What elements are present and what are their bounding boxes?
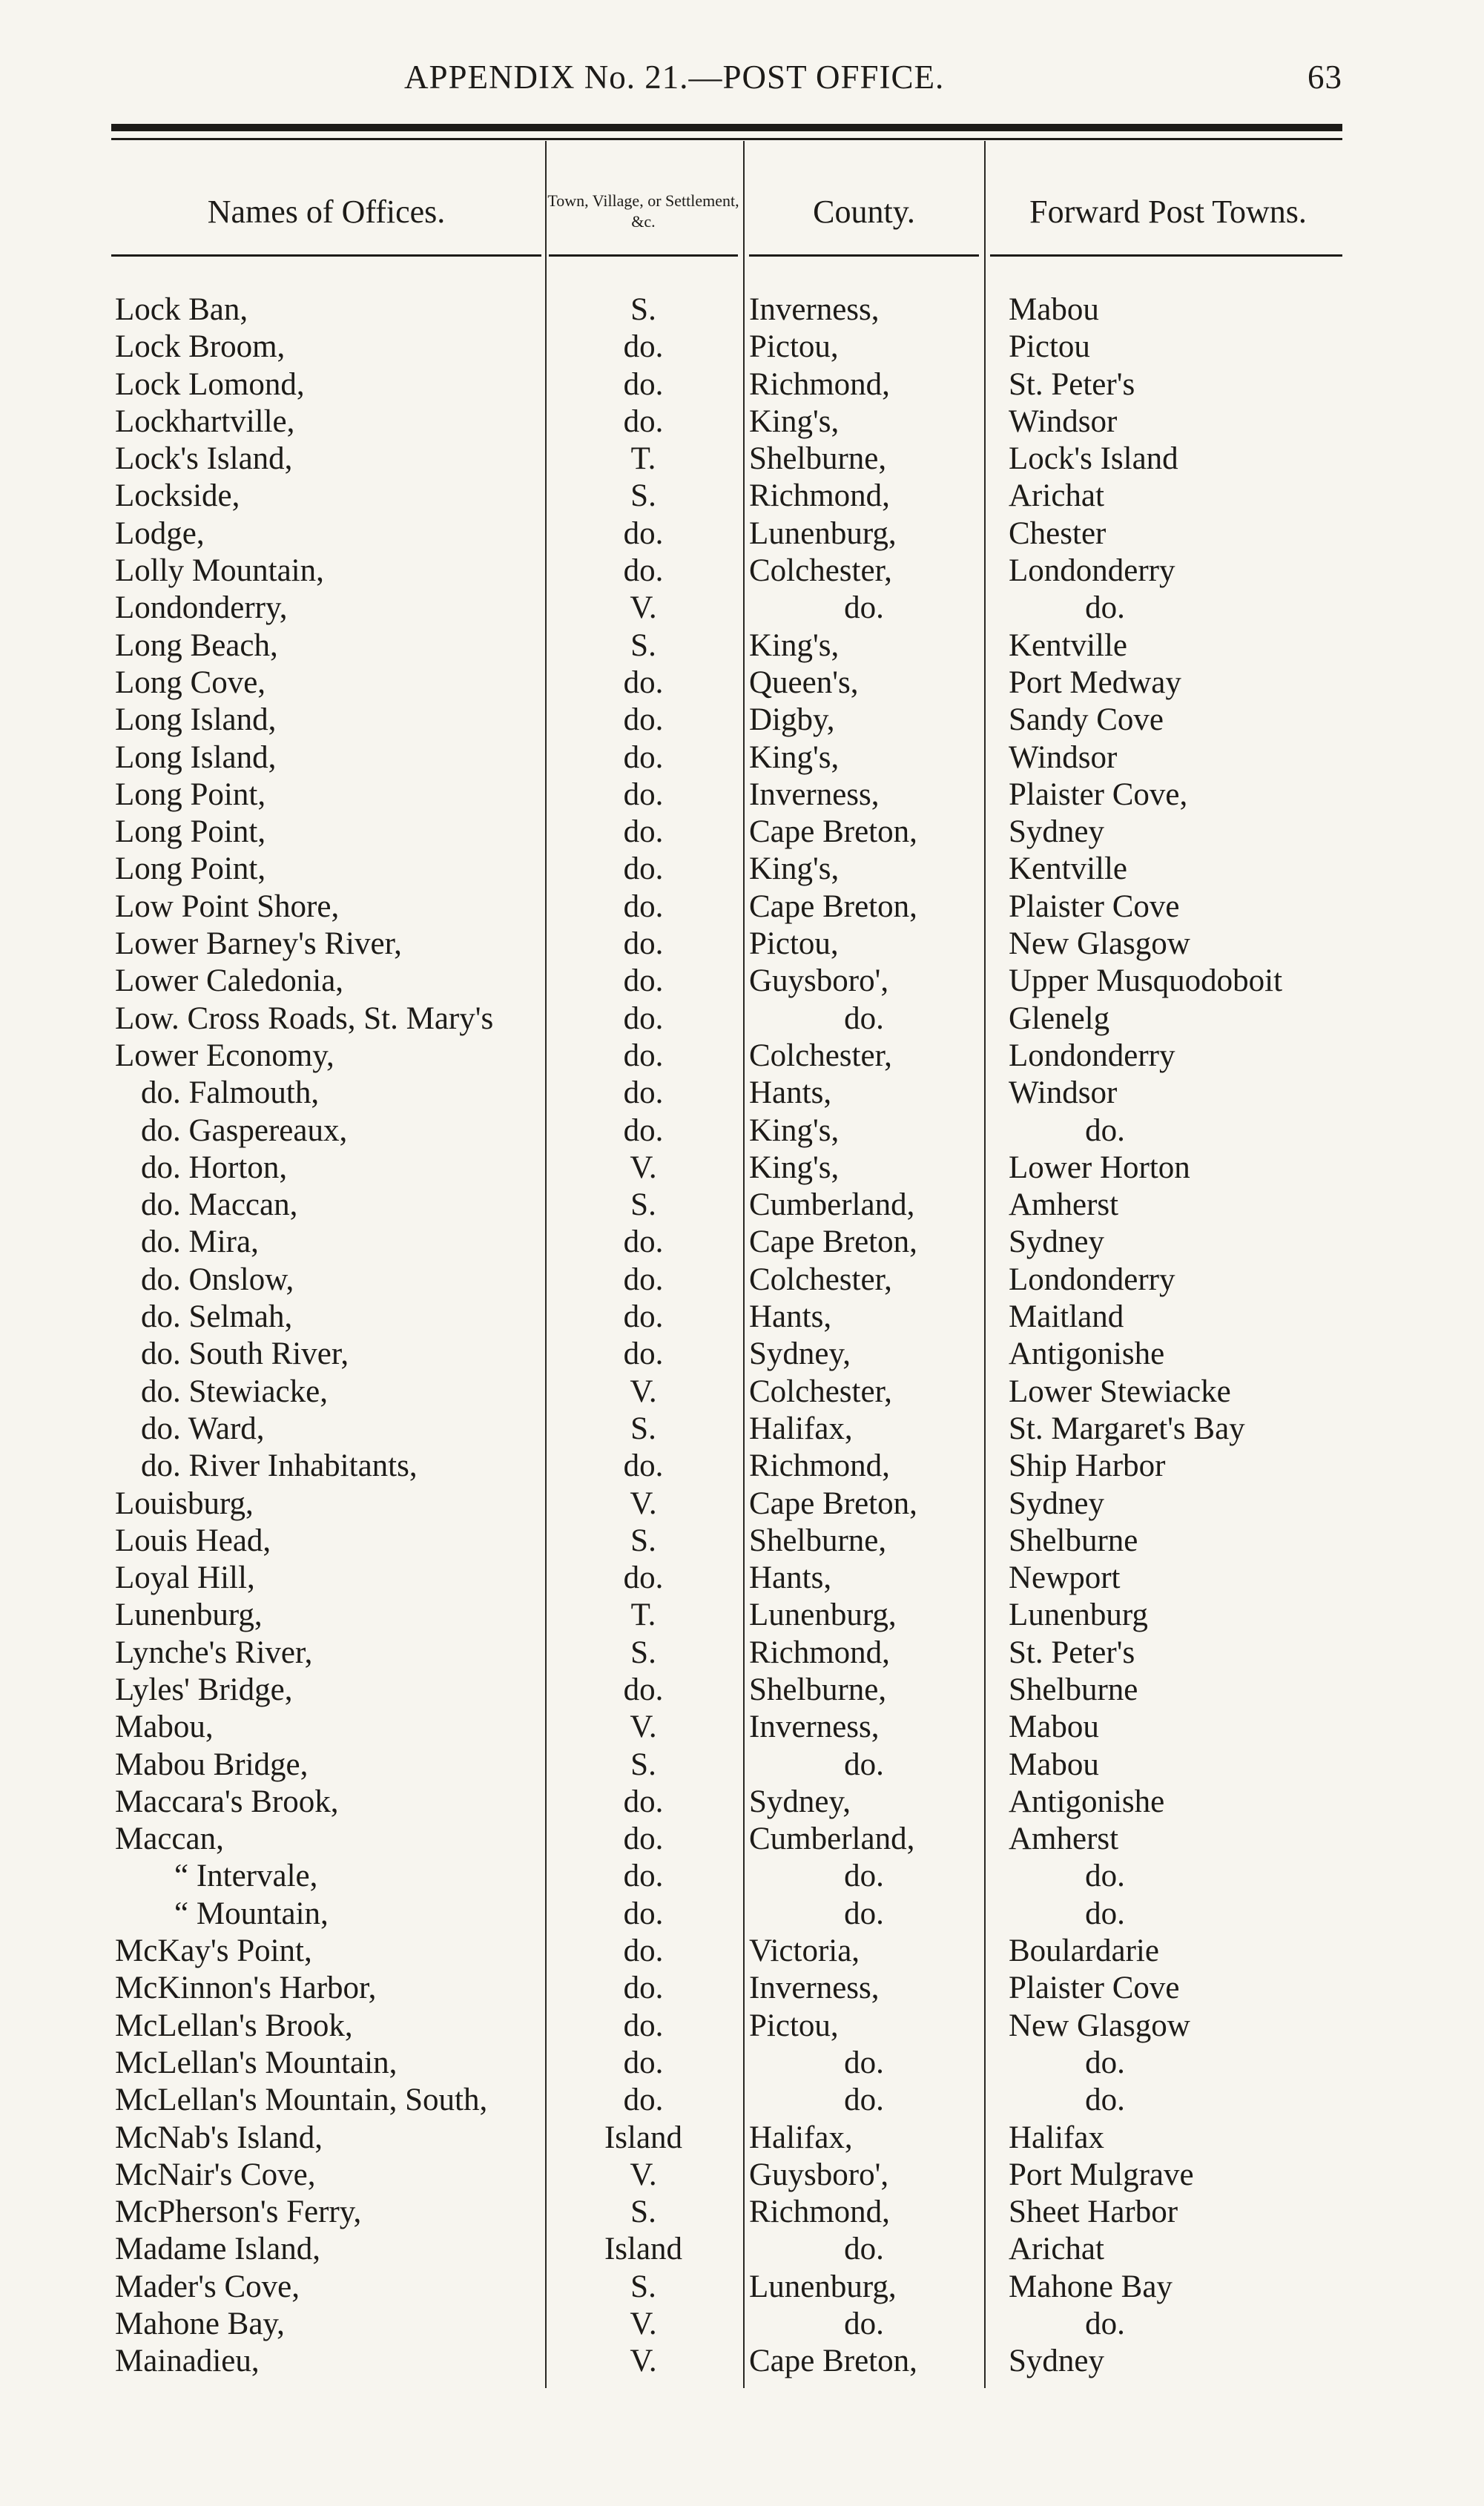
county-name: do. xyxy=(844,1896,884,1931)
forward-post-town: Lower Stewiacke xyxy=(1009,1374,1231,1409)
forward-post-town: New Glasgow xyxy=(1009,2008,1190,2043)
table-row xyxy=(111,2120,1357,2157)
table-row xyxy=(111,1933,1357,1970)
county-name: do. xyxy=(844,2083,884,2118)
settlement-type: do. xyxy=(623,1000,664,1036)
county-name: Lunenburg, xyxy=(749,2269,897,2304)
settlement-type: S. xyxy=(630,2269,656,2304)
office-name: Maccara's Brook, xyxy=(115,1784,339,1819)
forward-post-town: do. xyxy=(1085,1112,1125,1148)
office-name: do. Onslow, xyxy=(141,1262,294,1297)
county-name: Pictou, xyxy=(749,2008,839,2043)
office-name: Louisburg, xyxy=(115,1486,254,1521)
county-name: Lunenburg, xyxy=(749,1597,897,1633)
column-header-names: Names of Offices. xyxy=(207,193,446,230)
office-name: “ Mountain, xyxy=(174,1896,329,1931)
table-row xyxy=(111,590,1357,627)
county-name: do. xyxy=(844,590,884,626)
county-name: Inverness, xyxy=(749,776,880,812)
settlement-type: do. xyxy=(623,702,664,738)
office-name: do. Stewiacke, xyxy=(141,1374,328,1409)
forward-post-town: Boulardarie xyxy=(1009,1933,1159,1969)
column-rule xyxy=(749,254,979,257)
county-name: Hants, xyxy=(749,1560,832,1596)
settlement-type: do. xyxy=(623,1971,664,2006)
settlement-type: Island xyxy=(604,2232,683,2267)
forward-post-town: Amherst xyxy=(1009,1187,1119,1223)
office-name: Madame Island, xyxy=(115,2232,321,2267)
table-row xyxy=(111,1075,1357,1112)
office-name: Lower Barney's River, xyxy=(115,926,402,962)
table-row xyxy=(111,329,1357,366)
county-name: Hants, xyxy=(749,1075,832,1111)
table-row xyxy=(111,366,1357,403)
settlement-type: S. xyxy=(630,1187,656,1223)
forward-post-town: Sydney xyxy=(1009,2344,1104,2379)
forward-post-town: Londonderry xyxy=(1009,553,1175,589)
forward-post-town: do. xyxy=(1085,1859,1125,1894)
office-name: do. South River, xyxy=(141,1336,349,1372)
forward-post-town: Sydney xyxy=(1009,1224,1104,1260)
table-row xyxy=(111,1038,1357,1075)
county-name: Halifax, xyxy=(749,2120,853,2155)
forward-post-town: Londonderry xyxy=(1009,1038,1175,1073)
table-row xyxy=(111,2343,1357,2380)
office-name: Mahone Bay, xyxy=(115,2306,285,2342)
county-name: Richmond, xyxy=(749,478,890,514)
table-row xyxy=(111,2194,1357,2231)
county-name: Hants, xyxy=(749,1299,832,1335)
table-row xyxy=(111,739,1357,776)
office-name: Long Cove, xyxy=(115,665,266,700)
table-row xyxy=(111,291,1357,329)
table-row xyxy=(111,1523,1357,1560)
table-row xyxy=(111,1672,1357,1709)
forward-post-town: do. xyxy=(1085,2306,1125,2342)
forward-post-town: Mabou xyxy=(1009,1709,1099,1745)
county-name: Victoria, xyxy=(749,1933,860,1969)
settlement-type: S. xyxy=(630,1747,656,1782)
office-name: McLellan's Brook, xyxy=(115,2008,353,2043)
forward-post-town: Kentville xyxy=(1009,627,1128,663)
page-title: APPENDIX No. 21.—POST OFFICE. xyxy=(404,59,945,96)
office-name: Lynche's River, xyxy=(115,1635,313,1670)
page-number: 63 xyxy=(1307,59,1342,96)
table-row xyxy=(111,2045,1357,2082)
table-row xyxy=(111,1448,1357,1485)
forward-post-town: New Glasgow xyxy=(1009,926,1190,962)
table-row xyxy=(111,776,1357,814)
table-row xyxy=(111,441,1357,478)
office-name: Long Point, xyxy=(115,776,266,812)
table-row xyxy=(111,1224,1357,1261)
settlement-type: do. xyxy=(623,329,664,365)
county-name: Colchester, xyxy=(749,553,892,589)
county-name: Shelburne, xyxy=(749,1672,887,1707)
settlement-type: do. xyxy=(623,776,664,812)
post-office-table xyxy=(111,291,1357,2381)
settlement-type: do. xyxy=(623,1859,664,1894)
forward-post-town: do. xyxy=(1085,2083,1125,2118)
office-name: McKinnon's Harbor, xyxy=(115,1971,377,2006)
county-name: Cape Breton, xyxy=(749,888,917,924)
settlement-type: S. xyxy=(630,292,656,327)
office-name: “ Intervale, xyxy=(174,1859,318,1894)
office-name: Lock Ban, xyxy=(115,292,248,327)
forward-post-town: Port Medway xyxy=(1009,665,1181,700)
settlement-type: do. xyxy=(623,1448,664,1484)
office-name: do. Gaspereaux, xyxy=(141,1112,348,1148)
forward-post-town: Antigonishe xyxy=(1009,1336,1165,1372)
county-name: Cumberland, xyxy=(749,1187,915,1223)
table-row xyxy=(111,1896,1357,1933)
office-name: do. Horton, xyxy=(141,1150,288,1185)
settlement-type: do. xyxy=(623,665,664,700)
table-row xyxy=(111,2157,1357,2194)
header-rule-thick xyxy=(111,124,1342,131)
settlement-type: do. xyxy=(623,814,664,850)
county-name: Halifax, xyxy=(749,1411,853,1446)
settlement-type: V. xyxy=(630,2344,657,2379)
county-name: King's, xyxy=(749,1150,840,1185)
table-row xyxy=(111,1374,1357,1411)
forward-post-town: Sandy Cove xyxy=(1009,702,1164,738)
office-name: do. Ward, xyxy=(141,1411,265,1446)
table-row xyxy=(111,1970,1357,2007)
office-name: Maccan, xyxy=(115,1821,224,1857)
settlement-type: S. xyxy=(630,478,656,514)
forward-post-town: Mahone Bay xyxy=(1009,2269,1173,2304)
table-row xyxy=(111,1709,1357,1746)
county-name: Cape Breton, xyxy=(749,2344,917,2379)
county-name: King's, xyxy=(749,403,840,439)
table-row xyxy=(111,1821,1357,1858)
table-row xyxy=(111,1597,1357,1634)
office-name: Lock Lomond, xyxy=(115,366,305,402)
county-name: Cape Breton, xyxy=(749,1486,917,1521)
office-name: Lower Economy, xyxy=(115,1038,334,1073)
forward-post-town: St. Peter's xyxy=(1009,1635,1135,1670)
county-name: Inverness, xyxy=(749,1971,880,2006)
settlement-type: do. xyxy=(623,1933,664,1969)
column-header-type: Town, Village, or Settlement, &c. xyxy=(547,191,739,231)
settlement-type: S. xyxy=(630,1523,656,1558)
table-row xyxy=(111,1262,1357,1299)
table-row xyxy=(111,515,1357,553)
table-row xyxy=(111,1411,1357,1448)
office-name: Low. Cross Roads, St. Mary's xyxy=(115,1000,494,1036)
office-name: McNab's Island, xyxy=(115,2120,323,2155)
column-header-county: County. xyxy=(813,193,915,230)
settlement-type: V. xyxy=(630,1150,657,1185)
table-row xyxy=(111,665,1357,702)
county-name: Inverness, xyxy=(749,292,880,327)
county-name: Cape Breton, xyxy=(749,1224,917,1260)
county-name: King's, xyxy=(749,627,840,663)
county-name: do. xyxy=(844,2045,884,2080)
forward-post-town: do. xyxy=(1085,1896,1125,1931)
county-name: Richmond, xyxy=(749,2195,890,2230)
table-row xyxy=(111,1336,1357,1373)
forward-post-town: Sydney xyxy=(1009,1486,1104,1521)
forward-post-town: Windsor xyxy=(1009,739,1118,775)
table-row xyxy=(111,2269,1357,2306)
settlement-type: do. xyxy=(623,851,664,887)
forward-post-town: do. xyxy=(1085,590,1125,626)
settlement-type: V. xyxy=(630,1374,657,1409)
table-row xyxy=(111,1635,1357,1672)
settlement-type: S. xyxy=(630,2195,656,2230)
office-name: Lockside, xyxy=(115,478,240,514)
office-name: Lodge, xyxy=(115,515,205,551)
county-name: Digby, xyxy=(749,702,835,738)
office-name: McLellan's Mountain, xyxy=(115,2045,398,2080)
settlement-type: do. xyxy=(623,366,664,402)
forward-post-town: Mabou xyxy=(1009,1747,1099,1782)
settlement-type: do. xyxy=(623,2045,664,2080)
county-name: Richmond, xyxy=(749,366,890,402)
settlement-type: do. xyxy=(623,1075,664,1111)
table-row xyxy=(111,2008,1357,2045)
forward-post-town: Lunenburg xyxy=(1009,1597,1148,1633)
settlement-type: do. xyxy=(623,739,664,775)
forward-post-town: Ship Harbor xyxy=(1009,1448,1166,1484)
county-name: Shelburne, xyxy=(749,441,887,477)
office-name: Long Point, xyxy=(115,814,266,850)
forward-post-town: Halifax xyxy=(1009,2120,1104,2155)
forward-post-town: Upper Musquodoboit xyxy=(1009,963,1283,999)
settlement-type: V. xyxy=(630,590,657,626)
county-name: Inverness, xyxy=(749,1709,880,1745)
forward-post-town: Chester xyxy=(1009,515,1107,551)
table-row xyxy=(111,2306,1357,2343)
table-row xyxy=(111,1747,1357,1784)
settlement-type: do. xyxy=(623,1560,664,1596)
county-name: Colchester, xyxy=(749,1038,892,1073)
forward-post-town: Windsor xyxy=(1009,1075,1118,1111)
table-row xyxy=(111,1112,1357,1150)
table-row xyxy=(111,478,1357,515)
forward-post-town: Plaister Cove xyxy=(1009,1971,1180,2006)
forward-post-town: Shelburne xyxy=(1009,1523,1138,1558)
settlement-type: do. xyxy=(623,2008,664,2043)
office-name: do. Mira, xyxy=(141,1224,259,1260)
office-name: Loyal Hill, xyxy=(115,1560,255,1596)
forward-post-town: St. Margaret's Bay xyxy=(1009,1411,1245,1446)
office-name: Lolly Mountain, xyxy=(115,553,324,589)
forward-post-town: Sheet Harbor xyxy=(1009,2195,1178,2230)
table-row xyxy=(111,2231,1357,2268)
table-row xyxy=(111,1187,1357,1224)
office-name: McNair's Cove, xyxy=(115,2157,316,2192)
county-name: Sydney, xyxy=(749,1336,851,1372)
office-name: Londonderry, xyxy=(115,590,288,626)
settlement-type: V. xyxy=(630,1709,657,1745)
forward-post-town: Sydney xyxy=(1009,814,1104,850)
table-row xyxy=(111,963,1357,1000)
county-name: Guysboro', xyxy=(749,963,889,999)
forward-post-town: Arichat xyxy=(1009,2232,1104,2267)
office-name: do. Selmah, xyxy=(141,1299,293,1335)
settlement-type: do. xyxy=(623,1672,664,1707)
settlement-type: do. xyxy=(623,1038,664,1073)
office-name: do. Falmouth, xyxy=(141,1075,320,1111)
table-row xyxy=(111,1858,1357,1895)
office-name: Mabou Bridge, xyxy=(115,1747,309,1782)
forward-post-town: Kentville xyxy=(1009,851,1128,887)
settlement-type: S. xyxy=(630,1635,656,1670)
office-name: Mader's Cove, xyxy=(115,2269,300,2304)
office-name: McLellan's Mountain, South, xyxy=(115,2083,488,2118)
county-name: Sydney, xyxy=(749,1784,851,1819)
settlement-type: do. xyxy=(623,926,664,962)
table-row xyxy=(111,702,1357,739)
forward-post-town: Shelburne xyxy=(1009,1672,1138,1707)
column-rule xyxy=(549,254,738,257)
settlement-type: S. xyxy=(630,1411,656,1446)
table-row xyxy=(111,1784,1357,1821)
settlement-type: do. xyxy=(623,553,664,589)
forward-post-town: Pictou xyxy=(1009,329,1090,365)
forward-post-town: Maitland xyxy=(1009,1299,1124,1335)
forward-post-town: Arichat xyxy=(1009,478,1104,514)
county-name: Shelburne, xyxy=(749,1523,887,1558)
county-name: King's, xyxy=(749,851,840,887)
settlement-type: do. xyxy=(623,1896,664,1931)
county-name: Colchester, xyxy=(749,1374,892,1409)
table-row xyxy=(111,1560,1357,1597)
table-row xyxy=(111,888,1357,926)
office-name: Lyles' Bridge, xyxy=(115,1672,293,1707)
settlement-type: do. xyxy=(623,1224,664,1260)
forward-post-town: St. Peter's xyxy=(1009,366,1135,402)
office-name: Low Point Shore, xyxy=(115,888,340,924)
table-row xyxy=(111,814,1357,851)
county-name: Cumberland, xyxy=(749,1821,915,1857)
settlement-type: do. xyxy=(623,1784,664,1819)
table-row xyxy=(111,851,1357,888)
running-header xyxy=(111,58,1342,102)
settlement-type: S. xyxy=(630,627,656,663)
office-name: Lockhartville, xyxy=(115,403,295,439)
settlement-type: do. xyxy=(623,1299,664,1335)
office-name: Lower Caledonia, xyxy=(115,963,344,999)
settlement-type: do. xyxy=(623,888,664,924)
forward-post-town: Port Mulgrave xyxy=(1009,2157,1194,2192)
office-name: Lock's Island, xyxy=(115,441,293,477)
office-name: Long Island, xyxy=(115,702,277,738)
county-name: Richmond, xyxy=(749,1635,890,1670)
settlement-type: do. xyxy=(623,963,664,999)
column-rule xyxy=(111,254,541,257)
settlement-type: V. xyxy=(630,1486,657,1521)
office-name: do. Maccan, xyxy=(141,1187,298,1223)
office-name: Mainadieu, xyxy=(115,2344,260,2379)
county-name: do. xyxy=(844,1747,884,1782)
office-name: Long Beach, xyxy=(115,627,278,663)
table-row xyxy=(111,627,1357,665)
forward-post-town: Lock's Island xyxy=(1009,441,1178,477)
forward-post-town: Plaister Cove, xyxy=(1009,776,1188,812)
office-name: Long Point, xyxy=(115,851,266,887)
county-name: Richmond, xyxy=(749,1448,890,1484)
settlement-type: do. xyxy=(623,403,664,439)
forward-post-town: Windsor xyxy=(1009,403,1118,439)
table-row xyxy=(111,403,1357,441)
settlement-type: do. xyxy=(623,1262,664,1297)
county-name: Colchester, xyxy=(749,1262,892,1297)
office-name: Mabou, xyxy=(115,1709,214,1745)
settlement-type: Island xyxy=(604,2120,683,2155)
forward-post-town: Londonderry xyxy=(1009,1262,1175,1297)
county-name: do. xyxy=(844,1859,884,1894)
office-name: Lunenburg, xyxy=(115,1597,263,1633)
settlement-type: do. xyxy=(623,1112,664,1148)
county-name: Pictou, xyxy=(749,329,839,365)
forward-post-town: Glenelg xyxy=(1009,1000,1110,1036)
table-row xyxy=(111,1299,1357,1336)
table-row xyxy=(111,2082,1357,2119)
column-rule xyxy=(990,254,1342,257)
office-name: Lock Broom, xyxy=(115,329,286,365)
county-name: Cape Breton, xyxy=(749,814,917,850)
settlement-type: V. xyxy=(630,2157,657,2192)
office-name: Long Island, xyxy=(115,739,277,775)
column-header-forward: Forward Post Towns. xyxy=(1029,193,1307,230)
office-name: McPherson's Ferry, xyxy=(115,2195,362,2230)
county-name: do. xyxy=(844,2306,884,2342)
settlement-type: V. xyxy=(630,2306,657,2342)
settlement-type: do. xyxy=(623,2083,664,2118)
settlement-type: T. xyxy=(630,1597,656,1633)
settlement-type: T. xyxy=(630,441,656,477)
county-name: King's, xyxy=(749,1112,840,1148)
county-name: Pictou, xyxy=(749,926,839,962)
forward-post-town: do. xyxy=(1085,2045,1125,2080)
table-row xyxy=(111,1486,1357,1523)
settlement-type: do. xyxy=(623,515,664,551)
county-name: do. xyxy=(844,1000,884,1036)
office-name: Louis Head, xyxy=(115,1523,271,1558)
forward-post-town: Lower Horton xyxy=(1009,1150,1190,1185)
table-row xyxy=(111,1150,1357,1187)
table-row xyxy=(111,1000,1357,1038)
county-name: Guysboro', xyxy=(749,2157,889,2192)
forward-post-town: Mabou xyxy=(1009,292,1099,327)
county-name: King's, xyxy=(749,739,840,775)
county-name: Lunenburg, xyxy=(749,515,897,551)
forward-post-town: Amherst xyxy=(1009,1821,1119,1857)
table-row xyxy=(111,553,1357,590)
settlement-type: do. xyxy=(623,1821,664,1857)
forward-post-town: Newport xyxy=(1009,1560,1121,1596)
table-row xyxy=(111,926,1357,963)
header-rule-thin xyxy=(111,138,1342,140)
county-name: Queen's, xyxy=(749,665,859,700)
office-name: do. River Inhabitants, xyxy=(141,1448,418,1484)
forward-post-town: Plaister Cove xyxy=(1009,888,1180,924)
forward-post-town: Antigonishe xyxy=(1009,1784,1165,1819)
settlement-type: do. xyxy=(623,1336,664,1372)
office-name: McKay's Point, xyxy=(115,1933,312,1969)
county-name: do. xyxy=(844,2232,884,2267)
